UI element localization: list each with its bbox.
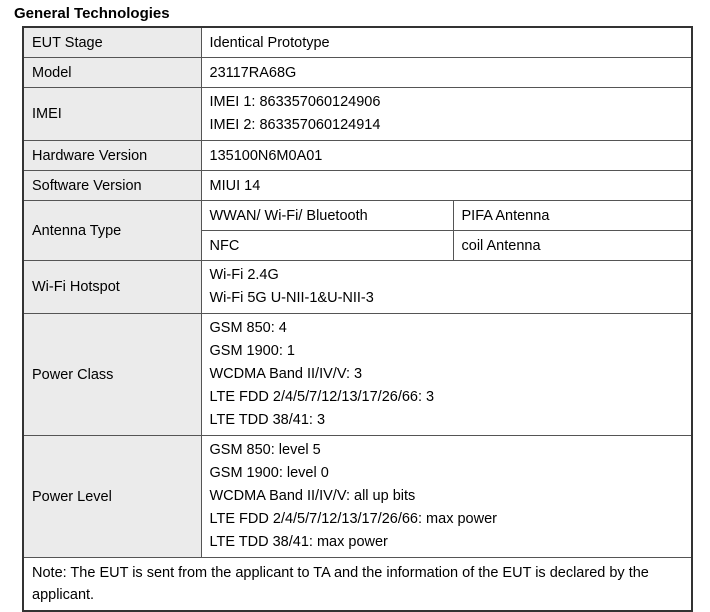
antenna-tech-1: WWAN/ Wi-Fi/ Bluetooth bbox=[201, 201, 453, 231]
row-label-eut-stage: EUT Stage bbox=[23, 27, 201, 58]
row-label-software-version: Software Version bbox=[23, 171, 201, 201]
table-row bbox=[23, 58, 692, 88]
row-label-power-class: Power Class bbox=[23, 314, 201, 436]
power-class-4: LTE FDD 2/4/5/7/12/13/17/26/66: 3 bbox=[209, 389, 435, 405]
table-row bbox=[23, 171, 692, 201]
row-label-wifi-hotspot: Wi-Fi Hotspot bbox=[23, 261, 201, 314]
imei-1: IMEI 1: 863357060124906 bbox=[209, 94, 381, 110]
table-row bbox=[23, 27, 692, 58]
power-level-2: GSM 1900: level 0 bbox=[209, 465, 329, 481]
table-row bbox=[23, 141, 692, 171]
imei-2: IMEI 2: 863357060124914 bbox=[209, 117, 381, 133]
power-level-1: GSM 850: level 5 bbox=[209, 442, 321, 458]
row-value-software-version: MIUI 14 bbox=[201, 171, 692, 201]
section-title: General Technologies bbox=[14, 5, 170, 22]
antenna-type-2: coil Antenna bbox=[453, 231, 692, 261]
row-value-model: 23117RA68G bbox=[201, 58, 692, 88]
general-technologies-table bbox=[22, 26, 693, 612]
power-class-5: LTE TDD 38/41: 3 bbox=[209, 412, 326, 428]
row-label-antenna-type: Antenna Type bbox=[23, 201, 201, 261]
row-label-power-level: Power Level bbox=[23, 436, 201, 558]
row-value-eut-stage: Identical Prototype bbox=[201, 27, 692, 58]
row-value-power-class bbox=[201, 314, 692, 436]
power-class-1: GSM 850: 4 bbox=[209, 320, 287, 336]
table-row bbox=[23, 201, 692, 231]
row-label-imei: IMEI bbox=[23, 88, 201, 141]
power-level-4: LTE FDD 2/4/5/7/12/13/17/26/66: max power bbox=[209, 511, 497, 527]
antenna-type-1: PIFA Antenna bbox=[453, 201, 692, 231]
table-row bbox=[23, 314, 692, 436]
row-label-model: Model bbox=[23, 58, 201, 88]
table-row bbox=[23, 261, 692, 314]
power-class-3: WCDMA Band II/IV/V: 3 bbox=[209, 366, 363, 382]
row-value-imei bbox=[201, 88, 692, 141]
antenna-tech-2: NFC bbox=[201, 231, 453, 261]
table-row bbox=[23, 558, 692, 612]
table-row bbox=[23, 88, 692, 141]
wifi-hotspot-1: Wi-Fi 2.4G bbox=[209, 267, 279, 283]
row-label-hardware-version: Hardware Version bbox=[23, 141, 201, 171]
note-text: Note: The EUT is sent from the applicant to TA and the information of the EUT is declared by the applicant. bbox=[23, 558, 692, 612]
row-value-wifi-hotspot bbox=[201, 261, 692, 314]
power-level-5: LTE TDD 38/41: max power bbox=[209, 534, 388, 550]
power-class-2: GSM 1900: 1 bbox=[209, 343, 295, 359]
power-level-3: WCDMA Band II/IV/V: all up bits bbox=[209, 488, 416, 504]
wifi-hotspot-2: Wi-Fi 5G U-NII-1&U-NII-3 bbox=[209, 290, 374, 306]
table-row bbox=[23, 436, 692, 558]
row-value-hardware-version: 135100N6M0A01 bbox=[201, 141, 692, 171]
row-value-power-level bbox=[201, 436, 692, 558]
